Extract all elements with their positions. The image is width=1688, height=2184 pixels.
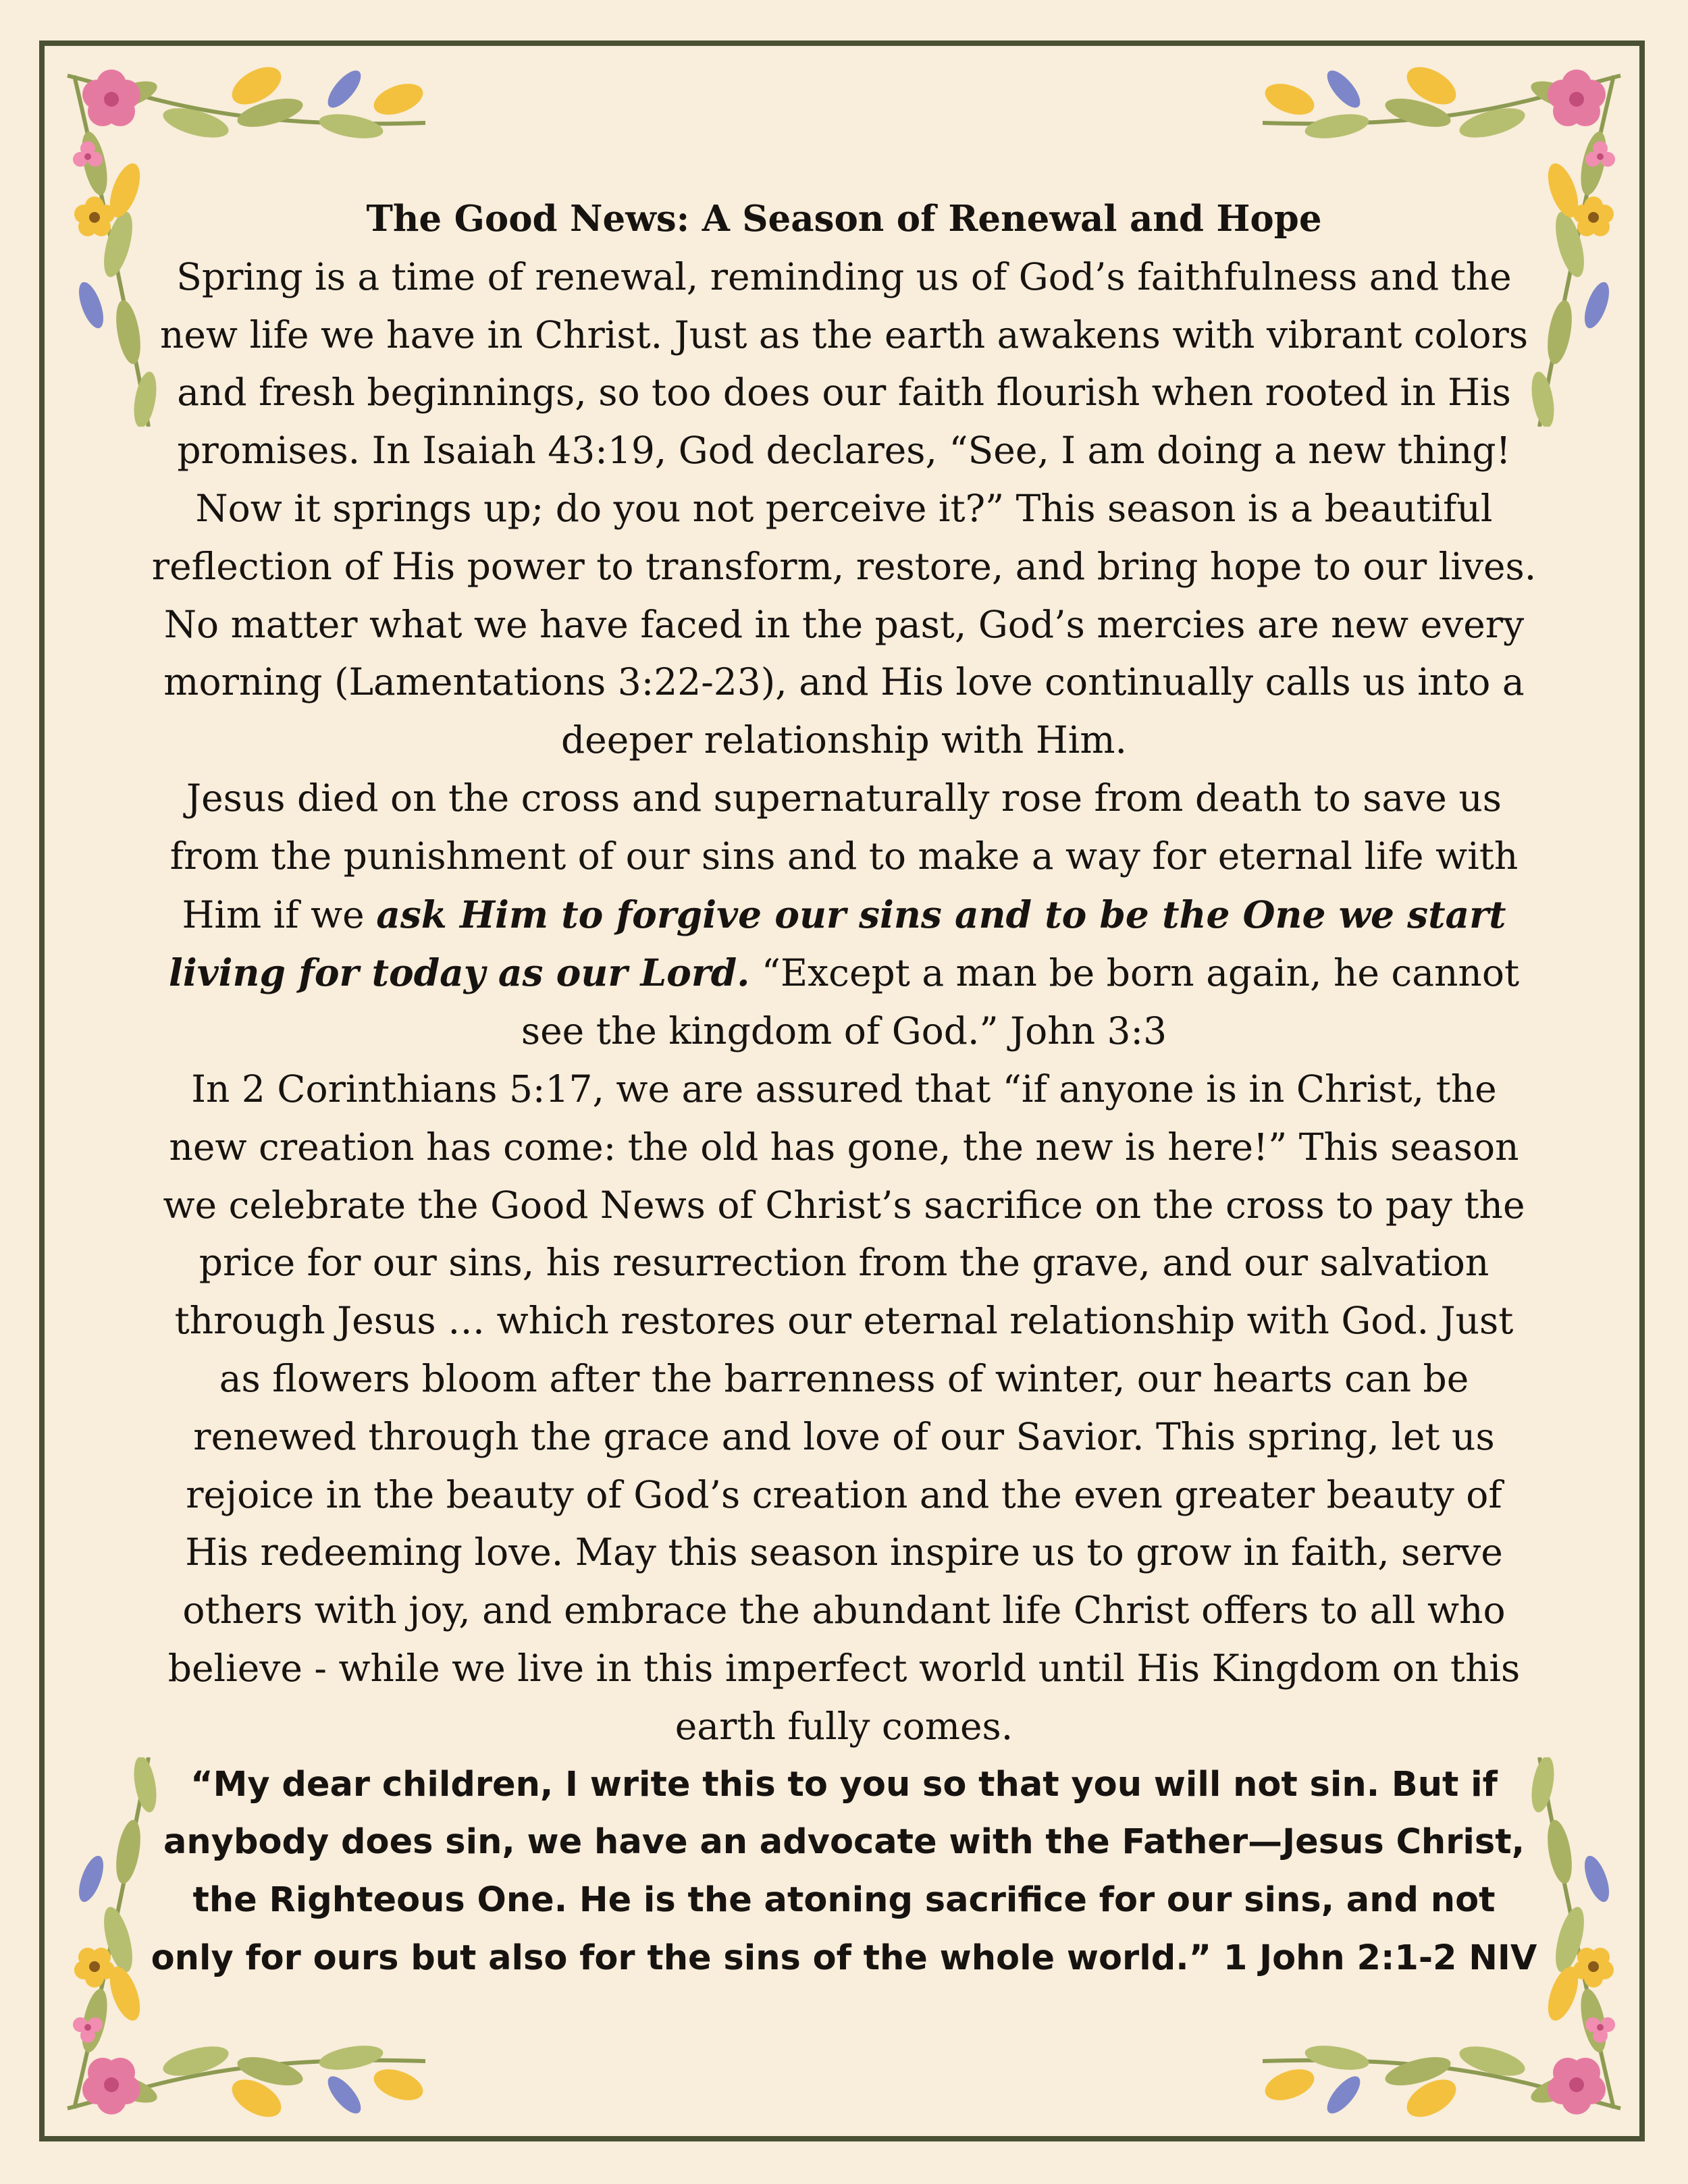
paragraph-gospel [149, 770, 1539, 1061]
paragraph-renewal: Spring is a time of renewal, reminding us of God’s faithfulness and the new life we have in Christ. Just as the earth awakens with vibrant colors and fresh beginnings, so too does our faith flourish when rooted in His promises. In Isaiah 43:19, God declares, “See, I am doing a new thing! Now it springs up; do you not perceive it?” This season is a beautiful reflection of His power to transform, restore, and bring hope to our lives. No matter what we have faced in the past, God’s mercies are new every morning (Lamentations 3:22-23), and His love continually calls us into a deeper relationship with Him. [151, 255, 1537, 762]
paragraph-new-creation: In 2 Corinthians 5:17, we are assured that “if anyone is in Christ, the new creation has come: the old has gone, the new is here!” This season we celebrate the Good News of Christ’s sacrifice on the cross to pay the price for our sins, his resurrection from the grave, and our salvation through Jesus … which restores our eternal relationship with God. Just as flowers bloom after the barrenness of winter, our hearts can be renewed through the grace and love of our Savior. This spring, let us rejoice in the beauty of God’s creation and the even greater beauty of His redeeming love. May this season inspire us to grow in faith, serve others with joy, and embrace the abundant life Christ offers to all who believe - while we live in this imperfect world until His Kingdom on this earth fully comes. [163, 1067, 1525, 1748]
article-title: The Good News: A Season of Renewal and Hope [366, 198, 1322, 240]
closing-scripture-quote: “My dear children, I write this to you so that you will not sin. But if anybody does sin, we have an advocate with the Father—Jesus Christ, the Righteous One. He is the atoning sacrifice for our sins, and not only for ours but also for the sins of the whole world.” 1 John 2:1-2 NIV [151, 1764, 1537, 1978]
paragraph-gospel-emphasis: ask Him to forgive our sins and to be the One we start living for today as our Lord. [168, 892, 1506, 995]
article-body [149, 190, 1539, 1988]
paragraph-gospel-trail: “Except a man be born again, he cannot see the kingdom of God.” John 3:3 [521, 951, 1520, 1053]
paragraph-gospel-lead: Jesus died on the cross and supernaturally rose from death to save us from the punishment of our sins and to make a way for eternal life with Him if we [169, 776, 1519, 936]
